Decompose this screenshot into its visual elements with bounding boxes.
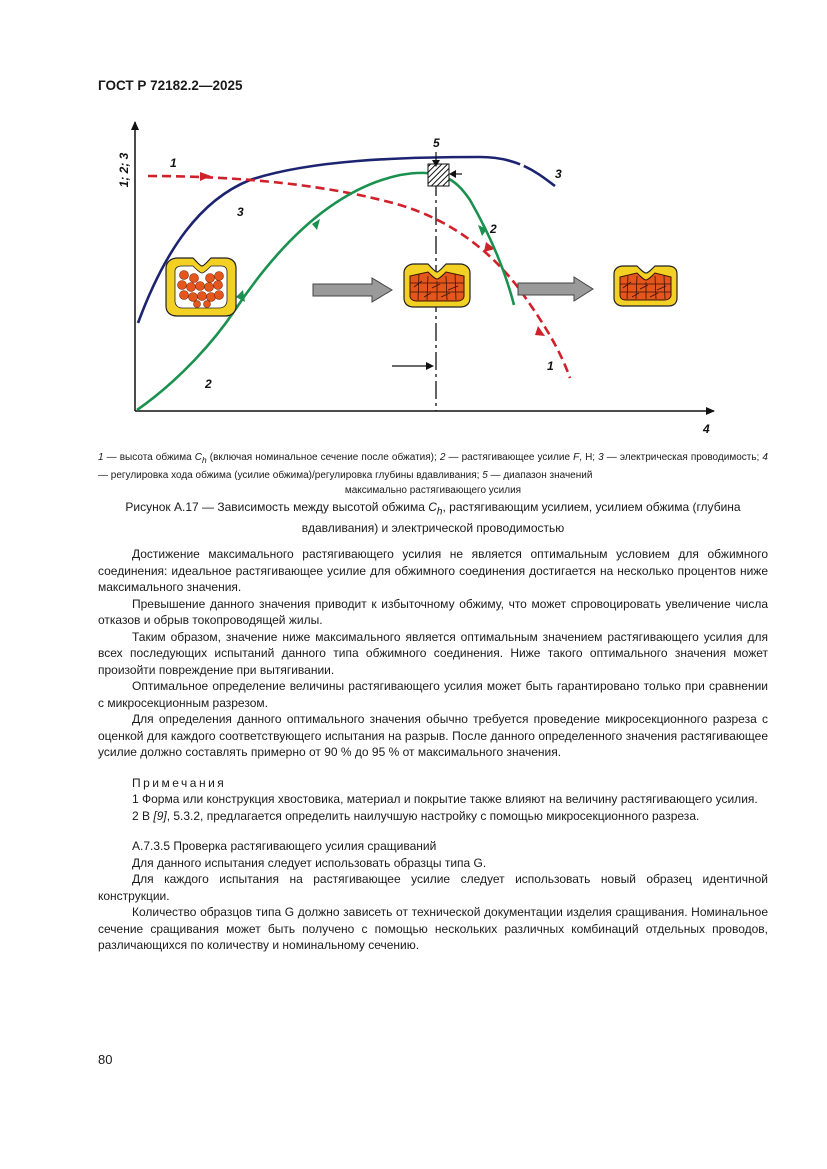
legend-last-line: максимально растягивающего усилия: [344, 485, 522, 496]
y-axis-label: 1; 2; 3: [117, 152, 131, 188]
paragraph-2: Превышение данного значения приводит к избыточному обжиму, что может спровоцировать увеличение числа отказов и обрыв токопроводящей жилы.: [98, 596, 768, 627]
paragraph-4: Оптимальное определение величины растягивающего усилия может быть гарантировано только при сравнении с микросекционным разрезом.: [98, 679, 768, 710]
label-curve-3-right: 3: [555, 167, 562, 181]
label-curve-3-left: 3: [237, 205, 244, 219]
figure-caption: Рисунок А.17 — Зависимость между высотой обжима $C_h$, растягивающим усилием, усилием обжима (глубина вдавливания) и электрической проводимостью: [125, 500, 741, 536]
document-header: ГОСТ Р 72182.2—2025: [98, 78, 243, 93]
figure-a17: [96, 112, 736, 442]
curve-1-arrow-a: [200, 172, 211, 181]
section-paragraph-3: Количество образцов типа G должно зависеть от технической документации изделия сращивания. Номинальное сечение сращивания может быть получено с помощью нескольких различных комбинаций отдельных проводов, различающихся по количеству и номинальному сечению.: [98, 905, 768, 952]
paragraph-3: Таким образом, значение ниже максимального является оптимальным значением растягивающего усилия для всех последующих испытаний данного типа обжимного соединения. Ниже такого оптимального значения может произойти повреждение при вытягивании.: [98, 629, 768, 677]
curve-1-arrow-c: [535, 326, 545, 336]
max-force-zone: [428, 164, 449, 186]
legend-main: 1 — высота обжима $C_h$ (включая номинальное сечение после обжатия); 2 — растягивающее усилие F, Н; 3 — электрическая проводимость; 4 — регулировка хода обжима (усилие обжима)/регулировка глубины вдавливания; 5 — диапазон значений: [98, 452, 768, 481]
body-text: [98, 546, 768, 954]
note-2: 2 В [9], 5.3.2, предлагается определить наилучшую настройку с помощью микросекционного разреза.: [132, 808, 700, 823]
figure-legend: [98, 450, 768, 498]
section-heading: А.7.3.5 Проверка растягивающего усилия сращиваний: [132, 839, 437, 853]
label-curve-1-top: 1: [170, 156, 177, 170]
zone-arrow-right-head: [449, 170, 456, 178]
label-zone-5: 5: [433, 136, 440, 150]
paragraph-1: Достижение максимального растягивающего усилия не является оптимальным условием для обжимного соединения: идеальное растягивающее усилие для обжимного соединения достигается на несколько процентов ниже максимального значения.: [98, 547, 768, 594]
notes-heading: Примечания: [132, 775, 227, 790]
section-paragraph-2: Для каждого испытания на растягивающее усилие следует использовать новый образец идентичной конструкции.: [98, 872, 768, 903]
process-arrow-2: [518, 277, 593, 301]
page-number: 80: [98, 1052, 113, 1067]
note-1: 1 Форма или конструкция хвостовика, материал и покрытие также влияют на величину растягивающего усилия.: [132, 792, 758, 806]
crimp-section-optimal: [404, 264, 470, 307]
crimp-section-undercrimped: [166, 258, 236, 316]
label-curve-2-lower: 2: [205, 377, 212, 391]
optimum-pointer-head: [426, 362, 434, 370]
x-axis-label: 4: [703, 422, 710, 436]
section-paragraph-1: Для данного испытания следует использовать образцы типа G.: [132, 855, 487, 870]
process-arrow-1: [313, 278, 392, 302]
label-curve-2-upper: 2: [490, 222, 497, 236]
crimp-section-overcrimped: [614, 266, 677, 306]
paragraph-5: Для определения данного оптимального значения обычно требуется проведение микросекционного разреза с оценкой для каждого соответствующего испытания на разрыв. После данного определенного значения растягивающее усилие должно составлять примерно от 90 % до 95 % от максимального значения.: [98, 712, 768, 759]
figure-diagram: [96, 112, 736, 442]
label-curve-1-bottom: 1: [547, 359, 554, 373]
